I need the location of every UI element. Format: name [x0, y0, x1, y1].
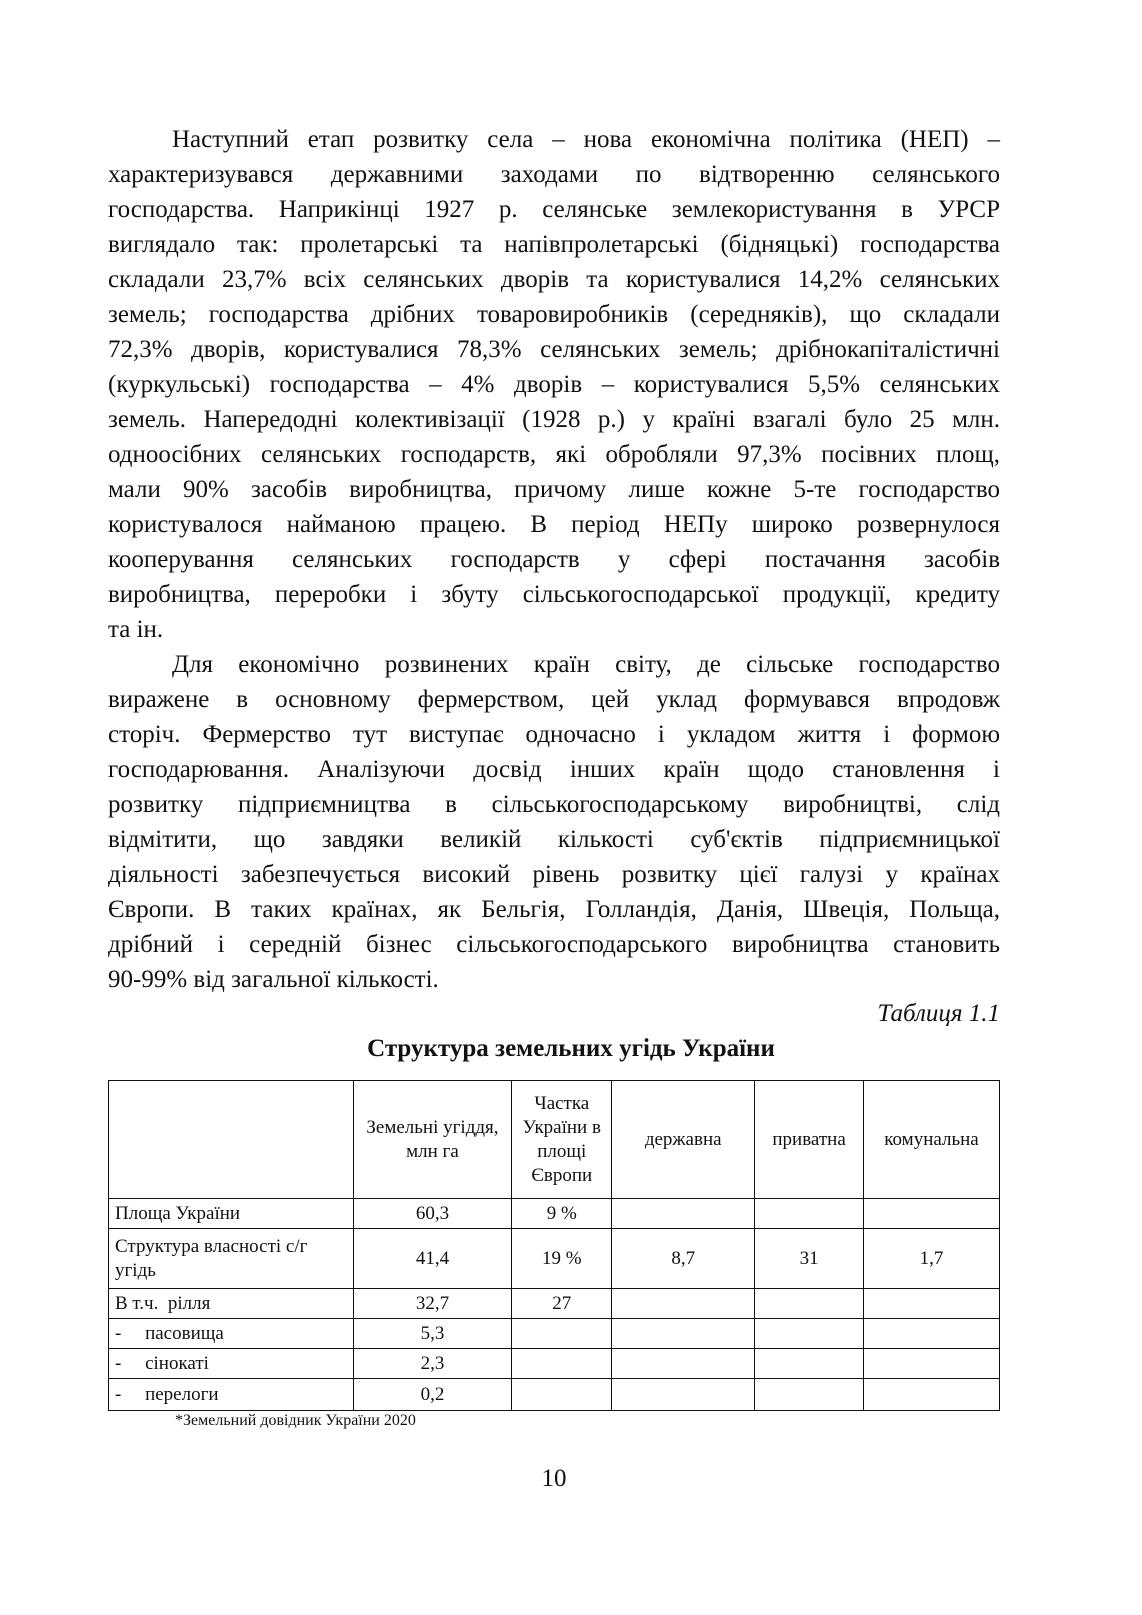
- table-row: [109, 1349, 1000, 1379]
- data-cell: 0,2: [353, 1379, 512, 1411]
- table-row: [109, 1229, 1000, 1289]
- text-line: складали 23,7% всіх селянських дворів та користувалися 14,2% селянських: [108, 266, 1000, 293]
- row-label: - пасовища: [109, 1319, 354, 1349]
- text-line: Для економічно розвинених країн світу, де сільське господарство: [172, 651, 1000, 678]
- text-line: земель; господарства дрібних товаровиробників (середняків), що складали: [108, 301, 1000, 328]
- data-cell: [512, 1349, 612, 1379]
- data-cell: [612, 1289, 755, 1319]
- row-label: - сінокаті: [109, 1349, 354, 1379]
- text-line: земель. Напередодні колективізації (1928 р.) у країні взагалі було 25 млн.: [108, 406, 1000, 433]
- row-label: Площа України: [109, 1199, 354, 1229]
- data-cell: [755, 1319, 864, 1349]
- table-row: [109, 1319, 1000, 1349]
- data-cell: [864, 1199, 1000, 1229]
- data-cell: [864, 1349, 1000, 1379]
- data-cell: [612, 1319, 755, 1349]
- data-cell: [755, 1199, 864, 1229]
- data-cell: 8,7: [612, 1229, 755, 1289]
- data-cell: [864, 1289, 1000, 1319]
- text-line: 90-99% від загальної кількості.: [108, 966, 439, 993]
- text-line: характеризувався державними заходами по відтворенню селянського: [108, 161, 1000, 188]
- table-title: Структура земельних угідь України: [367, 1035, 775, 1062]
- data-cell: [755, 1349, 864, 1379]
- paragraph-farming: [108, 647, 1000, 997]
- data-cell: 32,7: [353, 1289, 512, 1319]
- table-header-row: [109, 1081, 1000, 1199]
- table-row: [109, 1289, 1000, 1319]
- data-cell: 2,3: [353, 1349, 512, 1379]
- text-line: відмітити, що завдяки великій кількості суб'єктів підприємницької: [108, 826, 1000, 853]
- data-cell: [612, 1199, 755, 1229]
- data-cell: 1,7: [864, 1229, 1000, 1289]
- land-structure-table: [108, 1080, 1000, 1411]
- header-cell: комунальна: [864, 1081, 1000, 1199]
- data-cell: 5,3: [353, 1319, 512, 1349]
- text-line: мали 90% засобів виробництва, причому лише кожне 5-те господарство: [108, 476, 1000, 503]
- text-line: та ін.: [108, 616, 164, 643]
- text-line: сторіч. Фермерство тут виступає одночасно і укладом життя і формою: [108, 721, 1000, 748]
- paragraph-nep: [108, 122, 1000, 647]
- table-caption: Таблиця 1.1: [877, 1000, 1000, 1027]
- text-line: господарювання. Аналізуючи досвід інших країн щодо становлення і: [108, 756, 1000, 783]
- table-row: [109, 1379, 1000, 1411]
- page-number: 10: [541, 1465, 567, 1492]
- text-line: виглядало так: пролетарські та напівпролетарські (бідняцькі) господарства: [108, 231, 1000, 258]
- header-cell: Частка України в площі Європи: [512, 1081, 612, 1199]
- data-cell: [755, 1379, 864, 1411]
- header-cell: приватна: [755, 1081, 864, 1199]
- text-line: господарства. Наприкінці 1927 р. селянське землекористування в УРСР: [108, 196, 1000, 223]
- data-cell: 60,3: [353, 1199, 512, 1229]
- header-cell: [109, 1081, 354, 1199]
- text-line: (куркульські) господарства – 4% дворів – користувалися 5,5% селянських: [108, 371, 1000, 398]
- text-line: діяльності забезпечується високий рівень розвитку цієї галузі у країнах: [108, 861, 1000, 888]
- table-row: [109, 1199, 1000, 1229]
- data-cell: [755, 1289, 864, 1319]
- text-line: кооперування селянських господарств у сфері постачання засобів: [108, 546, 1000, 573]
- data-cell: 19 %: [512, 1229, 612, 1289]
- header-cell: Земельні угіддя, млн га: [353, 1081, 512, 1199]
- row-label: Структура власності с/г угідь: [109, 1229, 354, 1289]
- text-line: користувалося найманою працею. В період НЕПу широко розвернулося: [108, 511, 1000, 538]
- text-line: Наступний етап розвитку села – нова економічна політика (НЕП) –: [172, 126, 1000, 153]
- text-line: виражене в основному фермерством, цей уклад формувався впродовж: [108, 686, 1000, 713]
- data-cell: 31: [755, 1229, 864, 1289]
- text-line: 72,3% дворів, користувалися 78,3% селянських земель; дрібнокапіталістичні: [108, 336, 1000, 363]
- text-line: дрібний і середній бізнес сільськогосподарського виробництва становить: [108, 931, 1000, 958]
- data-cell: [512, 1319, 612, 1349]
- data-cell: [512, 1379, 612, 1411]
- row-label: - перелоги: [109, 1379, 354, 1411]
- row-label: В т.ч. рілля: [109, 1289, 354, 1319]
- text-line: виробництва, переробки і збуту сільськогосподарської продукції, кредиту: [108, 581, 1000, 608]
- data-cell: [612, 1349, 755, 1379]
- data-cell: [612, 1379, 755, 1411]
- header-cell: державна: [612, 1081, 755, 1199]
- text-line: одноосібних селянських господарств, які обробляли 97,3% посівних площ,: [108, 441, 1000, 468]
- table-footnote: *Земельний довідник України 2020: [175, 1412, 416, 1429]
- data-cell: [864, 1319, 1000, 1349]
- text-line: розвитку підприємництва в сільськогосподарському виробництві, слід: [108, 791, 1000, 818]
- text-line: Європи. В таких країнах, як Бельгія, Голландія, Данія, Швеція, Польща,: [108, 896, 1000, 923]
- data-cell: 27: [512, 1289, 612, 1319]
- data-cell: 41,4: [353, 1229, 512, 1289]
- data-cell: 9 %: [512, 1199, 612, 1229]
- data-cell: [864, 1379, 1000, 1411]
